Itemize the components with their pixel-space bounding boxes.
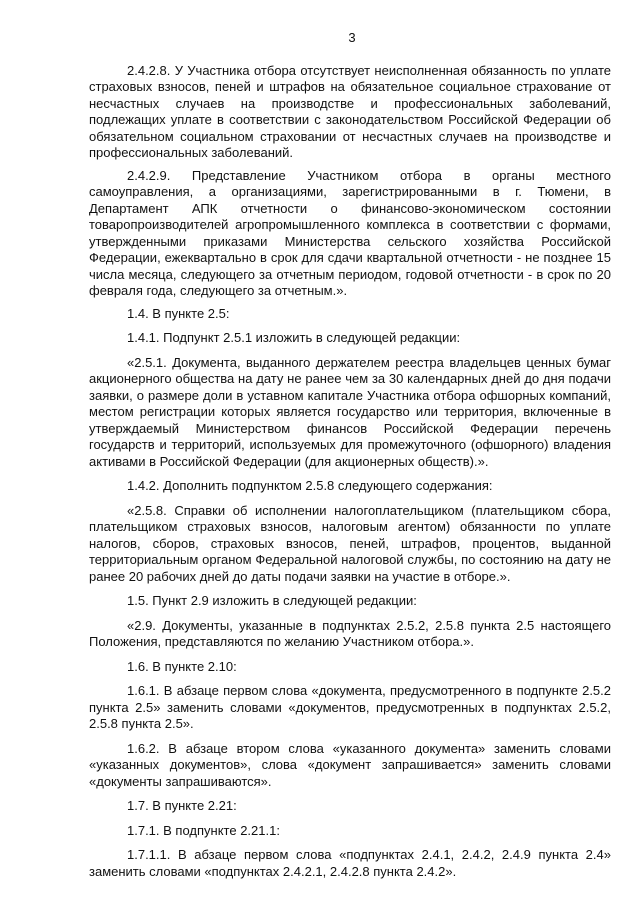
paragraph-1-6-2: 1.6.2. В абзаце втором слова «указанного документа» заменить словами «указанных документов», слова «документ запрашивается» заменить словами «документы запрашиваются». xyxy=(89,740,611,789)
paragraph-1-7-1-1: 1.7.1.1. В абзаце первом слова «подпунктах 2.4.1, 2.4.2, 2.4.9 пункта 2.4» заменить словами «подпунктах 2.4.2.1, 2.4.2.8 пункта 2.4.2». xyxy=(89,847,611,879)
paragraph-1-5: 1.5. Пункт 2.9 изложить в следующей редакции: xyxy=(127,593,417,608)
paragraph-1-6: 1.6. В пункте 2.10: xyxy=(127,658,237,674)
paragraph-1-4-1: 1.4.1. Подпункт 2.5.1 изложить в следующей редакции: xyxy=(127,330,461,345)
paragraph-2-4-2-8: 2.4.2.8. У Участника отбора отсутствует неисполненная обязанность по уплате страховых взносов, пеней и штрафов на обязательное социальное страхование от несчастных случаев на производстве и профессиональных заболеваний, подлежащих уплате в соответствии с законодательством Российской Федерации об обязательном социальном страховании от несчастных случаев на производстве и профессиональных заболеваний. xyxy=(89,62,611,160)
paragraph-1-6-1: 1.6.1. В абзаце первом слова «документа, предусмотренного в подпункте 2.5.2 пункта 2.5» заменить словами «документов, предусмотренных в подпунктах 2.5.2, 2.5.8 пункта 2.5». xyxy=(89,683,611,731)
paragraph-2-4-2-9: 2.4.2.9. Представление Участником отбора в органы местного самоуправления, а организациями, зарегистрированными в г. Тюмени, в Департамент АПК отчетности о финансово-экономическом состоянии товаропроизводителей агропромышленного комплекса в соответствии с формами, утвержденными приказами Министерства сельского хозяйства Российской Федерации, ежеквартально в срок для сдачи квартальной отчетности - не позднее 15 числа месяца, следующего за отчетным периодом, годовой отчетности - в срок по 20 февраля года, следующего за отчетным.». xyxy=(89,167,611,298)
paragraph-2-9-quote: «2.9. Документы, указанные в подпунктах 2.5.2, 2.5.8 пункта 2.5 настоящего Положения, представляются по желанию Участником отбора.». xyxy=(89,617,611,649)
document-page xyxy=(89,30,611,888)
paragraph-2-5-1-quote: «2.5.1. Документа, выданного держателем реестра владельцев ценных бумаг акционерного общества на дату не ранее чем за 30 календарных дней до дня подачи заявки, о размере доли в уставном капитале Участника отбора офшорных компаний, местом регистрации которых является государство или территория, включенные в утверждаемый Министерством финансов Российской Федерации перечень государств и территорий, используемых для промежуточного (офшорного) владения активами в Российской Федерации (для акционерных обществ).». xyxy=(89,354,611,469)
paragraph-1-4: 1.4. В пункте 2.5: xyxy=(127,305,230,321)
paragraph-1-7: 1.7. В пункте 2.21: xyxy=(127,798,237,813)
paragraph-2-5-8-quote: «2.5.8. Справки об исполнении налогоплательщиком (плательщиком сбора, плательщиком страховых взносов, налоговым агентом) обязанности по уплате налогов, сборов, страховых взносов, пеней, штрафов, процентов, выданной территориальным органом Федеральной налоговой службы, по состоянию на дату не ранее 20 рабочих дней до даты подачи заявки на участие в отборе.». xyxy=(89,502,611,584)
paragraph-1-4-2: 1.4.2. Дополнить подпунктом 2.5.8 следующего содержания: xyxy=(127,478,493,493)
paragraph-1-7-1: 1.7.1. В подпункте 2.21.1: xyxy=(127,822,280,838)
page-number: 3 xyxy=(348,30,356,45)
